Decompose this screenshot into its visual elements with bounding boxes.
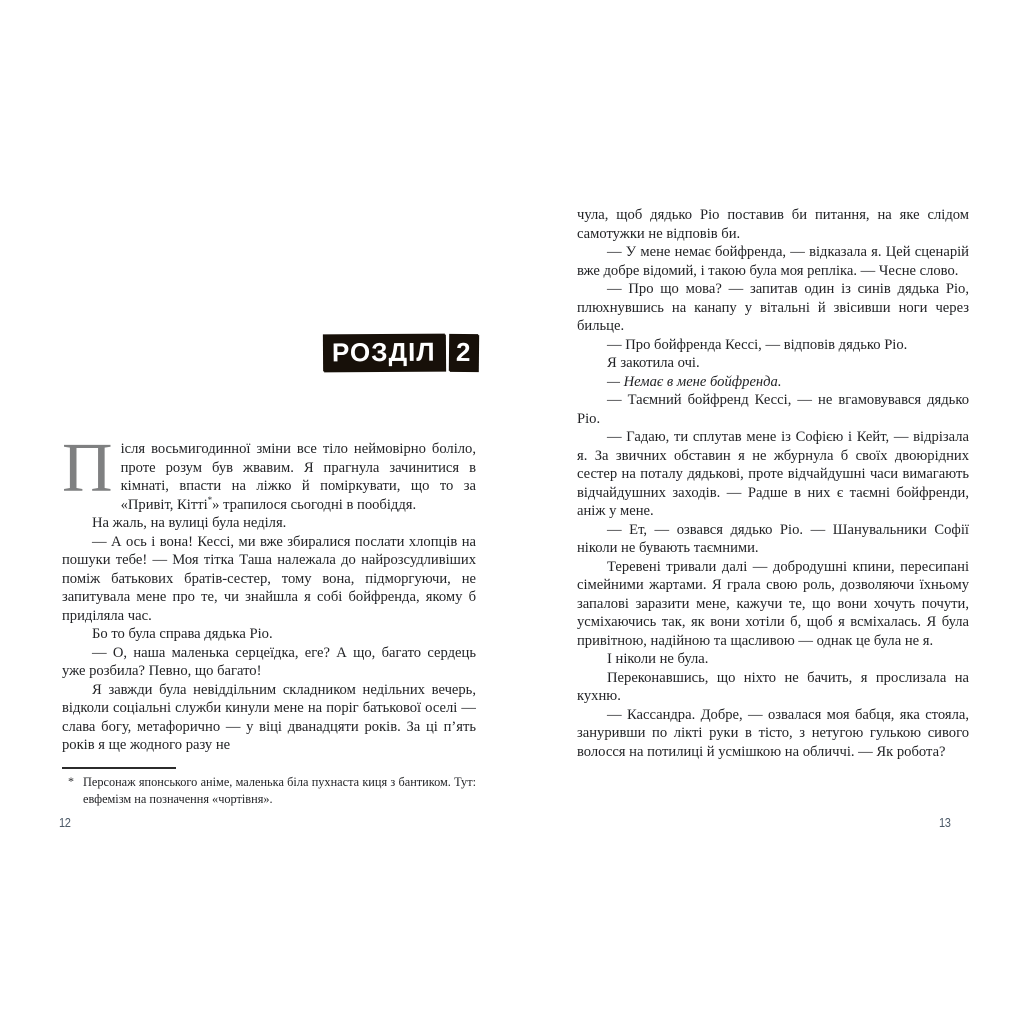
paragraph: — У мене немає бойфренда, — відказала я. Цей сценарій вже добре відомий, і такою була моя репліка. — Чесне слово. (577, 244, 969, 279)
paragraph: І ніколи не була. (607, 651, 709, 667)
footnote (62, 774, 476, 807)
footnote-text: Персонаж японського аніме, маленька біла пухнаста киця з бантиком. Тут: евфемізм на позначення «чортівня». (83, 775, 476, 806)
left-page-body (62, 440, 476, 755)
paragraph: — Таємний бойфренд Кессі, — не вгамовувався дядько Ріо. (577, 392, 969, 427)
paragraph: — Про бойфренда Кессі, — відповів дядько Ріо. (607, 336, 908, 353)
chapter-heading (62, 334, 478, 371)
footnote-divider (62, 767, 176, 769)
paragraph-italic: — Немає в мене бойфренда. (607, 373, 782, 390)
chapter-number-box: 2 (448, 334, 478, 371)
page-number-right: 13 (939, 815, 951, 830)
paragraph: Теревені тривали далі — добродушні кпини, пересипані сімейними жартами. Я грала свою роль, дозволяючи їхньому запалові заразити мене, кажучи те, що вони хочуть почути, усміхаючись так, як вони хотіли б, щоб я всміхалась. Я була привітною, надійною та щасливою — однак це була не я. (577, 558, 969, 649)
right-page-body (577, 206, 969, 761)
page-number-left: 12 (59, 815, 71, 830)
paragraph: — А ось і вона! Кессі, ми вже збиралися послати хлопців на пошуки тебе! — Моя тітка Таша належала до найрозсудливіших поміж батькових братів-сестер, тому вона, підморгуючи, не запитувала мене про те, чи знайшла я собі бойфренда, якому б приділяла час. (62, 533, 476, 624)
paragraph: На жаль, на вулиці була неділя. (92, 515, 287, 531)
paragraph: — Про що мова? — запитав один із синів дядька Ріо, плюхнувшись на канапу у вітальні й звісивши ноги через бильце. (577, 281, 969, 334)
paragraph: — Кассандра. Добре, — озвалася моя бабця, яка стояла, зануривши по лікті руки в тісто, з нетугою гулькою сивого волосся на потилиці й усмішкою на обличчі. — Як робота? (577, 706, 969, 760)
drop-cap: П (62, 440, 113, 507)
paragraph: чула, щоб дядько Ріо поставив би питання, на яке слідом самотужки не відповів би. (577, 207, 969, 242)
paragraph: Бо то була справа дядька Ріо. (92, 626, 273, 642)
chapter-title-box: РОЗДІЛ (323, 334, 445, 372)
footnote-reference: * (207, 494, 213, 505)
paragraph-text: » трапилося сьогодні в пообіддя. (212, 496, 417, 513)
paragraph: Переконавшись, що ніхто не бачить, я прослизала на кухню. (577, 669, 969, 704)
paragraph: Я закотила очі. (607, 355, 700, 371)
paragraph: — О, наша маленька серцеїдка, еге? А що, багато сердець уже розбила? Певно, що багато! (62, 644, 476, 679)
paragraph: Я завжди була невіддільним складником недільних вечерь, відколи соціальні служби кинули мене на поріг батькової оселі — слава богу, метафорично — у віці дванадцяти років. За ці п’ять років я ще жодного разу не (62, 681, 476, 753)
paragraph: — Гадаю, ти сплутав мене із Софією і Кейт, — відрізала я. За звичних обставин я не жбурнула б своїх двоюрідних сестер на поталу дядькові, проте відчайдушні часи вимагають відчайдушних заходів. — Радше в них є таємні бойфренди, аніж у мене. (577, 429, 969, 519)
paragraph-text: ісля восьмигодинної зміни все тіло неймовірно боліло, проте розум був жвавим. Я прагнула зачинитися в кімнаті, впасти на ліжко й поміркувати, що то за «Привіт, Кітті (120, 441, 476, 513)
footnote-marker: * (68, 774, 74, 788)
paragraph: — Ет, — озвався дядько Ріо. — Шанувальники Софії ніколи не бувають таємними. (577, 521, 969, 556)
paragraph (62, 440, 476, 514)
